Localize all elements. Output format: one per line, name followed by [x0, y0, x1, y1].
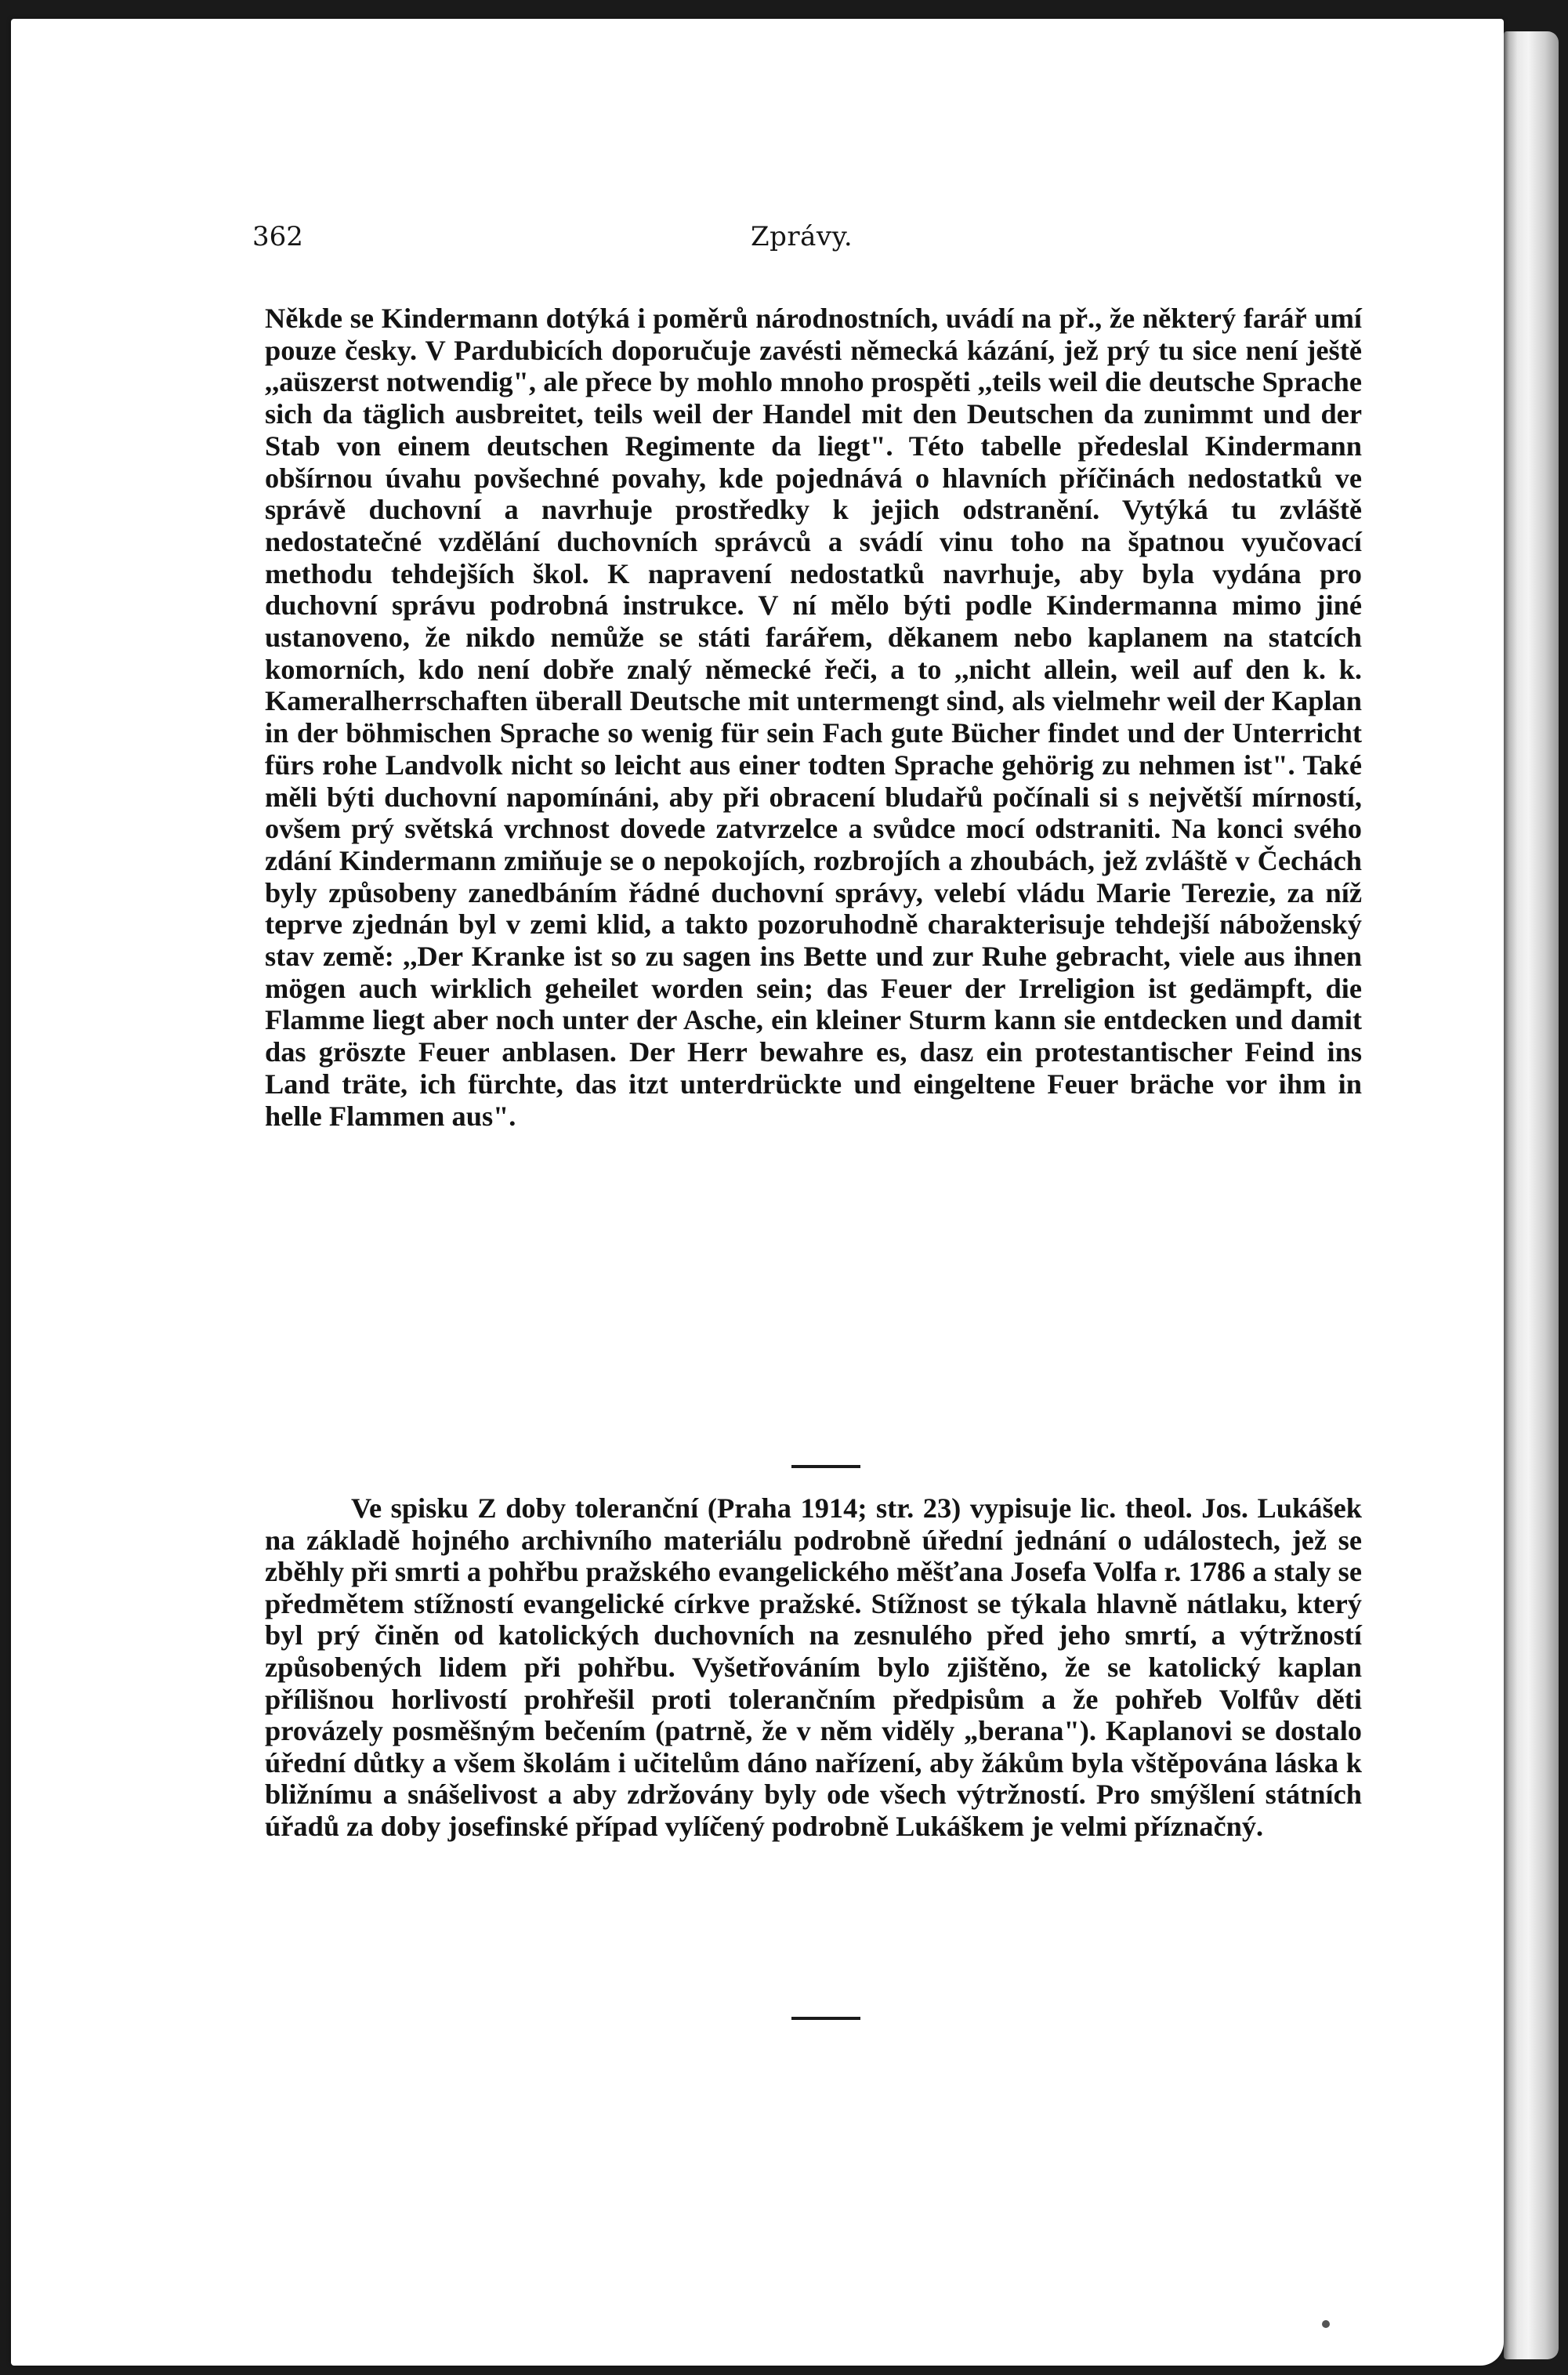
paragraph-text: Ve spisku Z doby toleranční (Praha 1914; str. 23) vypisuje lic. theol. Jos. Lukášek na základě hojného archivního materiálu podrobně úřední jednání o událostech, jež se zběhly při smrti a pohřbu pražského evangelického měšťana Josefa Volfa r. 1786 a staly se předmětem stížností evangelické církve pražské. Stížnost se týkala hlavně nátlaku, který byl prý činěn od katolických duchovních na zesnulého před jeho smrtí, a výtržností způsobených lidem při pohřbu. Vyšetřováním bylo zjištěno, že se katolický kaplan přílišnou horlivostí prohřešil proti tolerančním předpisům a že pohřeb Volfův děti provázely posměšným bečením (patrně, že v něm viděly „berana"). Kaplanovi se dostalo úřední důtky a všem školám i učitelům dáno nařízení, aby žákům byla vštěpována láska k bližnímu a snášelivost a aby zdržovány byly ode všech výtržností. Pro smýšlení státních úřadů za doby josefinské případ vylíčený podrobně Lukáškem je velmi příznačný.: [265, 1492, 1362, 1842]
paragraph-kindermann: [265, 303, 1362, 1132]
running-title: Zprávy.: [751, 221, 853, 252]
section-divider: [791, 1465, 860, 1468]
page-number: 362: [252, 221, 303, 252]
paragraph-lukasek: [265, 1492, 1362, 1843]
scan-speck: [1322, 2320, 1330, 2328]
section-divider: [791, 2017, 860, 2020]
book-spine-edge: [1504, 31, 1559, 2359]
paragraph-text: Někde se Kindermann dotýká i poměrů národnostních, uvádí na př., že některý farář umí pouze česky. V Pardubicích doporučuje zavésti německá kázání, jež prý tu sice není ještě ,,aüszerst notwendig", ale přece by mohlo mnoho prospěti ,,teils weil die deutsche Sprache sich da täglich ausbreitet, teils weil der Handel mit den Deutschen da zunimmt und der Stab von einem deutschen Regimente da liegt". Této tabelle předeslal Kindermann obšírnou úvahu povšechné povahy, kde pojednává o hlavních příčinách nedostatků ve správě duchovní a navrhuje prostředky k jejich odstranění. Vytýká tu zvláště nedostatečné vzdělání duchovních správců a svádí vinu toho na špatnou vyučovací methodu tehdejších škol. K napravení nedostatků navrhuje, aby byla vydána pro duchovní správu podrobná instrukce. V ní mělo býti podle Kindermanna mimo jiné ustanoveno, že nikdo nemůže se státi farářem, děkanem nebo kaplanem na statcích komorních, kdo není dobře znalý německé řeči, a to ,,nicht allein, weil auf den k. k. Kameralherrschaften überall Deutsche mit untermengt sind, als vielmehr weil der Kaplan in der böhmischen Sprache so wenig für sein Fach gute Bücher findet und der Unterricht fürs rohe Landvolk nicht so leicht aus einer todten Sprache gehörig zu nehmen ist". Také měli býti duchovní napomínáni, aby při obracení bludařů počínali si s největší mírností, ovšem prý světská vrchnost dovede zatvrzelce a svůdce mocí odstraniti. Na konci svého zdání Kindermann zmiňuje se o nepokojích, rozbrojích a zhoubách, jež zvláště v Čechách byly způsobeny zanedbáním řádné duchovní správy, velebí vládu Marie Terezie, za níž teprve zjednán byl v zemi klid, a takto pozoruhodně charakterisuje tehdejší náboženský stav země: ,,Der Kranke ist so zu sagen ins Bette und zur Ruhe gebracht, viele aus ihnen mögen auch wirklich geheilet worden sein; das Feuer der Irreligion ist gedämpft, die Flamme liegt aber noch unter der Asche, ein kleiner Sturm kann sie entdecken und damit das gröszte Feuer anblasen. Der Herr bewahre es, dasz ein protestantischer Feind ins Land träte, ich fürchte, das itzt unterdrückte und eingeltene Feuer bräche vor ihm in helle Flammen aus".: [265, 303, 1362, 1132]
